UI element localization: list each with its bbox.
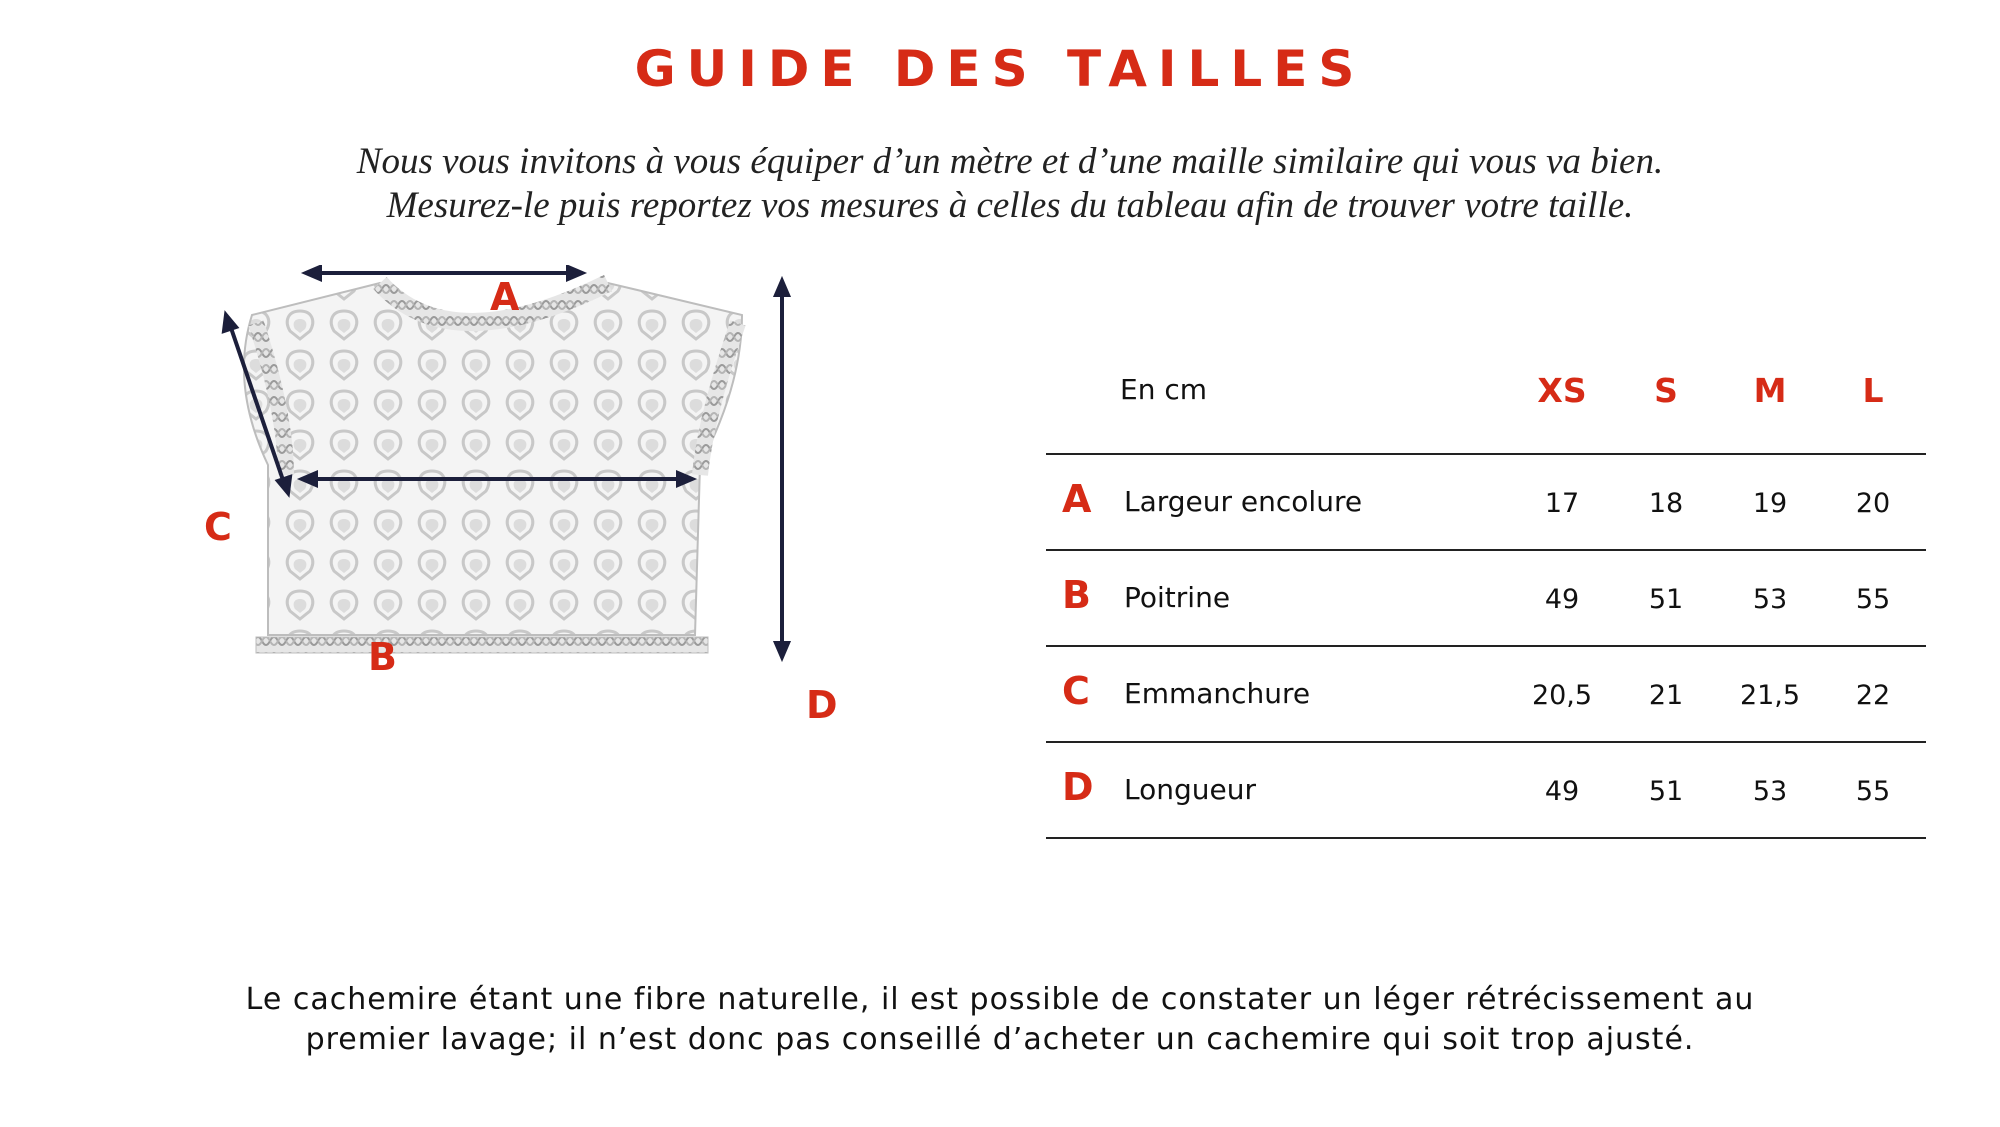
- row-label: Longueur: [1124, 773, 1256, 806]
- table-cell: 55: [1855, 776, 1891, 807]
- intro-line-1: Nous vous invitons à vous équiper d’un mètre et d’une maille similaire qui vous va bien.: [356, 141, 1664, 182]
- table-cell: 21: [1648, 680, 1684, 711]
- garment-figure: [190, 265, 850, 865]
- size-table-header: [1046, 365, 1926, 455]
- table-cell: 17: [1544, 488, 1580, 519]
- size-header-l: L: [1862, 371, 1884, 410]
- table-cell: 51: [1648, 776, 1684, 807]
- footer-line-1: Le cachemire étant une fibre naturelle, il est possible de constater un léger rétrécissement au: [245, 982, 1755, 1017]
- row-letter: D: [1062, 765, 1094, 809]
- table-cell: 51: [1648, 584, 1684, 615]
- figure-label-b: B: [368, 635, 397, 679]
- page-title: GUIDE DES TAILLES: [634, 40, 1366, 98]
- intro-text: [0, 140, 2000, 228]
- table-cell: 22: [1855, 680, 1891, 711]
- footer-note: [0, 980, 2000, 1060]
- table-row: [1046, 647, 1926, 743]
- table-cell: 49: [1544, 584, 1580, 615]
- table-row: [1046, 455, 1926, 551]
- table-row: [1046, 743, 1926, 839]
- table-cell: 20: [1855, 488, 1891, 519]
- size-header-xs: XS: [1537, 371, 1587, 410]
- table-cell: 55: [1855, 584, 1891, 615]
- row-label: Largeur encolure: [1124, 485, 1363, 518]
- table-cell: 53: [1752, 584, 1788, 615]
- table-cell: 21,5: [1739, 680, 1801, 711]
- table-cell: 49: [1544, 776, 1580, 807]
- footer-line-2: premier lavage; il n’est donc pas conseillé d’acheter un cachemire qui soit trop ajusté.: [305, 1022, 1695, 1057]
- garment-illustration: [190, 265, 850, 865]
- table-cell: 18: [1648, 488, 1684, 519]
- row-label: Poitrine: [1124, 581, 1231, 614]
- figure-label-c: C: [204, 505, 232, 549]
- table-cell: 53: [1752, 776, 1788, 807]
- row-label: Emmanchure: [1124, 677, 1311, 710]
- garment-body: [244, 283, 742, 635]
- unit-label: En cm: [1120, 373, 1208, 406]
- intro-line-2: Mesurez-le puis reportez vos mesures à celles du tableau afin de trouver votre taille.: [386, 185, 1634, 226]
- table-cell: 19: [1752, 488, 1788, 519]
- row-letter: A: [1062, 477, 1092, 521]
- arrow-a: [306, 267, 582, 279]
- size-header-s: S: [1654, 371, 1678, 410]
- figure-label-a: A: [490, 275, 520, 319]
- arrow-d: [776, 281, 788, 657]
- table-cell: 20,5: [1531, 680, 1593, 711]
- row-letter: C: [1062, 669, 1090, 713]
- hem-rib: [256, 637, 708, 653]
- size-table: [1046, 365, 1926, 839]
- row-letter: B: [1062, 573, 1091, 617]
- figure-label-d: D: [806, 683, 838, 727]
- size-header-m: M: [1753, 371, 1787, 410]
- table-row: [1046, 551, 1926, 647]
